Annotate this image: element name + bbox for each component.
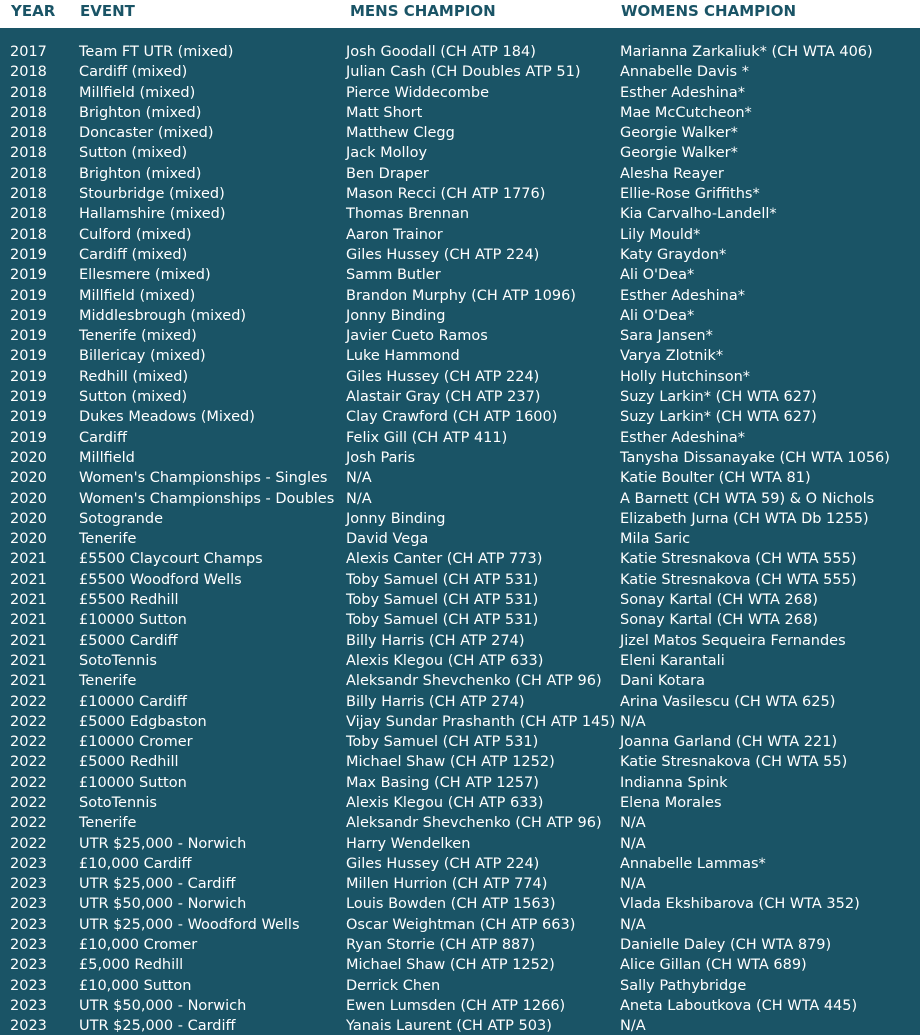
table-row — [0, 387, 920, 407]
mens-champion-cell: Louis Bowden (CH ATP 1563) — [346, 896, 556, 913]
womens-champion-cell: Suzy Larkin* (CH WTA 627) — [620, 389, 817, 406]
womens-champion-cell: N/A — [620, 1018, 646, 1035]
year-cell: 2023 — [10, 876, 47, 893]
event-cell: £5500 Claycourt Champs — [79, 551, 263, 568]
event-cell: UTR $25,000 - Woodford Wells — [79, 916, 300, 933]
mens-champion-cell: Ben Draper — [346, 165, 429, 182]
womens-champion-cell: Esther Adeshina* — [620, 84, 745, 101]
year-cell: 2019 — [10, 429, 47, 446]
year-cell: 2018 — [10, 104, 47, 121]
table-row — [0, 42, 920, 62]
event-cell: SotoTennis — [79, 652, 157, 669]
table-row — [0, 590, 920, 610]
mens-champion-cell: Aleksandr Shevchenko (CH ATP 96) — [346, 673, 602, 690]
year-cell: 2020 — [10, 470, 47, 487]
mens-champion-cell: Alexis Klegou (CH ATP 633) — [346, 652, 544, 669]
event-cell: UTR $25,000 - Cardiff — [79, 1018, 236, 1035]
year-cell: 2022 — [10, 713, 47, 730]
year-cell: 2021 — [10, 673, 47, 690]
year-cell: 2023 — [10, 977, 47, 994]
mens-champion-cell: Yanais Laurent (CH ATP 503) — [346, 1018, 552, 1035]
mens-champion-cell: Alexis Klegou (CH ATP 633) — [346, 794, 544, 811]
event-cell: UTR $50,000 - Norwich — [79, 997, 247, 1014]
womens-champion-cell: Katie Stresnakova (CH WTA 555) — [620, 551, 857, 568]
mens-champion-cell: Josh Paris — [346, 449, 416, 466]
year-cell: 2018 — [10, 84, 47, 101]
mens-champion-cell: Brandon Murphy (CH ATP 1096) — [346, 287, 576, 304]
event-cell: Redhill (mixed) — [79, 368, 189, 385]
womens-champion-cell: Danielle Daley (CH WTA 879) — [620, 937, 832, 954]
table-row — [0, 509, 920, 529]
event-cell: Millfield — [79, 449, 135, 466]
table-row — [0, 651, 920, 671]
table-row — [0, 164, 920, 184]
table-row — [0, 549, 920, 569]
mens-champion-cell: Aaron Trainor — [346, 226, 443, 243]
womens-champion-cell: N/A — [620, 713, 646, 730]
event-cell: UTR $50,000 - Norwich — [79, 896, 247, 913]
event-cell: £5,000 Redhill — [79, 957, 184, 974]
mens-champion-cell: Derrick Chen — [346, 977, 441, 994]
womens-champion-cell: Lily Mould* — [620, 226, 701, 243]
table-row — [0, 529, 920, 549]
event-cell: £10,000 Cromer — [79, 937, 198, 954]
mens-champion-cell: Michael Shaw (CH ATP 1252) — [346, 754, 555, 771]
mens-champion-cell: Toby Samuel (CH ATP 531) — [346, 571, 539, 588]
event-cell: Cardiff (mixed) — [79, 64, 188, 81]
womens-champion-cell: Sara Jansen* — [620, 328, 713, 345]
event-cell: £5000 Redhill — [79, 754, 179, 771]
table-row — [0, 610, 920, 630]
event-cell: Doncaster (mixed) — [79, 125, 214, 142]
year-cell: 2022 — [10, 835, 47, 852]
table-row — [0, 935, 920, 955]
table-row — [0, 103, 920, 123]
mens-champion-cell: Matthew Clegg — [346, 125, 455, 142]
event-cell: Tenerife (mixed) — [79, 328, 197, 345]
mens-champion-cell: Javier Cueto Ramos — [346, 328, 488, 345]
womens-champion-cell: N/A — [620, 876, 646, 893]
table-row — [0, 367, 920, 387]
mens-champion-cell: Max Basing (CH ATP 1257) — [346, 774, 539, 791]
year-cell: 2019 — [10, 246, 47, 263]
year-cell: 2018 — [10, 165, 47, 182]
table-row — [0, 976, 920, 996]
womens-champion-cell: Jizel Matos Sequeira Fernandes — [620, 632, 846, 649]
year-cell: 2021 — [10, 592, 47, 609]
event-cell: Ellesmere (mixed) — [79, 267, 211, 284]
year-cell: 2022 — [10, 774, 47, 791]
year-cell: 2022 — [10, 794, 47, 811]
womens-champion-cell: Dani Kotara — [620, 673, 705, 690]
year-cell: 2019 — [10, 409, 47, 426]
table-row — [0, 407, 920, 427]
womens-champion-cell: Sally Pathybridge — [620, 977, 747, 994]
event-cell: Sutton (mixed) — [79, 145, 188, 162]
event-cell: £10,000 Cardiff — [79, 855, 192, 872]
table-body — [0, 42, 920, 1035]
year-cell: 2019 — [10, 368, 47, 385]
womens-champion-cell: Mila Saric — [620, 531, 691, 548]
womens-champion-cell: Katie Stresnakova (CH WTA 55) — [620, 754, 848, 771]
year-cell: 2019 — [10, 287, 47, 304]
womens-champion-cell: Suzy Larkin* (CH WTA 627) — [620, 409, 817, 426]
event-cell: Middlesbrough (mixed) — [79, 307, 247, 324]
event-cell: Team FT UTR (mixed) — [79, 44, 234, 60]
table-row — [0, 346, 920, 366]
table-row — [0, 306, 920, 326]
event-cell: Women's Championships - Doubles — [79, 490, 335, 507]
year-cell: 2020 — [10, 510, 47, 527]
womens-champion-cell: Tanysha Dissanayake (CH WTA 1056) — [620, 449, 890, 466]
event-cell: Tenerife — [79, 673, 137, 690]
mens-champion-cell: Ewen Lumsden (CH ATP 1266) — [346, 997, 566, 1014]
womens-champion-cell: Sonay Kartal (CH WTA 268) — [620, 612, 818, 629]
womens-champion-cell: Sonay Kartal (CH WTA 268) — [620, 592, 818, 609]
womens-champion-cell: Kia Carvalho-Landell* — [620, 206, 777, 223]
womens-champion-cell: Esther Adeshina* — [620, 429, 745, 446]
mens-champion-cell: Jonny Binding — [346, 307, 446, 324]
table-row — [0, 83, 920, 103]
event-cell: Tenerife — [79, 815, 137, 832]
table-row — [0, 834, 920, 854]
year-cell: 2018 — [10, 125, 47, 142]
year-cell: 2023 — [10, 896, 47, 913]
year-cell: 2021 — [10, 632, 47, 649]
mens-champion-cell: Jonny Binding — [346, 510, 446, 527]
year-cell: 2018 — [10, 145, 47, 162]
event-cell: Brighton (mixed) — [79, 104, 202, 121]
womens-champion-cell: Ellie-Rose Griffiths* — [620, 186, 760, 203]
womens-champion-cell: Katy Graydon* — [620, 246, 727, 263]
mens-champion-cell: Vijay Sundar Prashanth (CH ATP 145) — [346, 713, 616, 730]
mens-champion-cell: N/A — [346, 490, 372, 507]
womens-champion-cell: Esther Adeshina* — [620, 287, 745, 304]
table-row — [0, 265, 920, 285]
womens-champion-cell: Joanna Garland (CH WTA 221) — [620, 734, 838, 751]
year-cell: 2023 — [10, 957, 47, 974]
event-cell: £5500 Woodford Wells — [79, 571, 242, 588]
year-cell: 2021 — [10, 612, 47, 629]
year-cell: 2019 — [10, 307, 47, 324]
table-header — [0, 0, 920, 28]
table-row — [0, 204, 920, 224]
table-row — [0, 813, 920, 833]
table-row — [0, 245, 920, 265]
womens-champion-cell: Georgie Walker* — [620, 125, 738, 142]
womens-champion-cell: Annabelle Lammas* — [620, 855, 766, 872]
table-row — [0, 225, 920, 245]
mens-champion-cell: Billy Harris (CH ATP 274) — [346, 693, 525, 710]
table-row — [0, 143, 920, 163]
year-cell: 2022 — [10, 734, 47, 751]
table-row — [0, 915, 920, 935]
womens-champion-cell: Marianna Zarkaliuk* (CH WTA 406) — [620, 44, 873, 60]
womens-champion-cell: N/A — [620, 835, 646, 852]
womens-champion-cell: Holly Hutchinson* — [620, 368, 751, 385]
womens-champion-cell: Georgie Walker* — [620, 145, 738, 162]
event-cell: £10000 Cromer — [79, 734, 193, 751]
womens-champion-cell: Elizabeth Jurna (CH WTA Db 1255) — [620, 510, 869, 527]
event-cell: Stourbridge (mixed) — [79, 186, 225, 203]
year-cell: 2021 — [10, 551, 47, 568]
womens-champion-cell: Mae McCutcheon* — [620, 104, 752, 121]
womens-champion-cell: A Barnett (CH WTA 59) & O Nichols — [620, 490, 875, 507]
table-row — [0, 570, 920, 590]
year-cell: 2022 — [10, 754, 47, 771]
year-cell: 2019 — [10, 348, 47, 365]
mens-champion-cell: Billy Harris (CH ATP 274) — [346, 632, 525, 649]
year-cell: 2018 — [10, 64, 47, 81]
womens-champion-cell: Indianna Spink — [620, 774, 728, 791]
event-cell: Dukes Meadows (Mixed) — [79, 409, 255, 426]
womens-champion-cell: Alesha Reayer — [620, 165, 724, 182]
year-cell: 2023 — [10, 916, 47, 933]
event-cell: UTR $25,000 - Cardiff — [79, 876, 236, 893]
event-cell: Brighton (mixed) — [79, 165, 202, 182]
mens-champion-cell: Pierce Widdecombe — [346, 84, 489, 101]
table-row — [0, 468, 920, 488]
header-event: EVENT — [80, 2, 135, 20]
year-cell: 2023 — [10, 855, 47, 872]
table-row — [0, 62, 920, 82]
table-row — [0, 448, 920, 468]
header-womens-champion: WOMENS CHAMPION — [621, 2, 797, 20]
table-row — [0, 712, 920, 732]
womens-champion-cell: Elena Morales — [620, 794, 722, 811]
womens-champion-cell: Alice Gillan (CH WTA 689) — [620, 957, 807, 974]
event-cell: Women's Championships - Singles — [79, 470, 328, 487]
table-row — [0, 631, 920, 651]
mens-champion-cell: Alastair Gray (CH ATP 237) — [346, 389, 541, 406]
mens-champion-cell: Mason Recci (CH ATP 1776) — [346, 186, 546, 203]
event-cell: Cardiff — [79, 429, 127, 446]
table-row — [0, 996, 920, 1016]
table-row — [0, 894, 920, 914]
mens-champion-cell: Toby Samuel (CH ATP 531) — [346, 612, 539, 629]
table-row — [0, 854, 920, 874]
event-cell: Tenerife — [79, 531, 137, 548]
table-row — [0, 428, 920, 448]
event-cell: SotoTennis — [79, 794, 157, 811]
event-cell: Culford (mixed) — [79, 226, 192, 243]
year-cell: 2018 — [10, 186, 47, 203]
year-cell: 2022 — [10, 815, 47, 832]
table-row — [0, 489, 920, 509]
mens-champion-cell: Jack Molloy — [346, 145, 428, 162]
womens-champion-cell: Arina Vasilescu (CH WTA 625) — [620, 693, 836, 710]
womens-champion-cell: N/A — [620, 916, 646, 933]
table-row — [0, 326, 920, 346]
header-mens-champion: MENS CHAMPION — [350, 2, 496, 20]
mens-champion-cell: Millen Hurrion (CH ATP 774) — [346, 876, 548, 893]
mens-champion-cell: Aleksandr Shevchenko (CH ATP 96) — [346, 815, 602, 832]
table-row — [0, 286, 920, 306]
womens-champion-cell: Varya Zlotnik* — [620, 348, 724, 365]
mens-champion-cell: Felix Gill (CH ATP 411) — [346, 429, 508, 446]
mens-champion-cell: Oscar Weightman (CH ATP 663) — [346, 916, 576, 933]
table-row — [0, 732, 920, 752]
year-cell: 2017 — [10, 44, 47, 60]
mens-champion-cell: Thomas Brennan — [346, 206, 470, 223]
event-cell: Cardiff (mixed) — [79, 246, 188, 263]
mens-champion-cell: Toby Samuel (CH ATP 531) — [346, 734, 539, 751]
womens-champion-cell: Katie Stresnakova (CH WTA 555) — [620, 571, 857, 588]
table-row — [0, 671, 920, 691]
womens-champion-cell: Vlada Ekshibarova (CH WTA 352) — [620, 896, 860, 913]
year-cell: 2019 — [10, 328, 47, 345]
mens-champion-cell: Harry Wendelken — [346, 835, 471, 852]
womens-champion-cell: Eleni Karantali — [620, 652, 725, 669]
year-cell: 2020 — [10, 490, 47, 507]
womens-champion-cell: Ali O'Dea* — [620, 307, 695, 324]
table-row — [0, 184, 920, 204]
mens-champion-cell: Clay Crawford (CH ATP 1600) — [346, 409, 558, 426]
mens-champion-cell: Matt Short — [346, 104, 423, 121]
table-row — [0, 955, 920, 975]
womens-champion-cell: Katie Boulter (CH WTA 81) — [620, 470, 811, 487]
mens-champion-cell: Alexis Canter (CH ATP 773) — [346, 551, 543, 568]
event-cell: £10000 Cardiff — [79, 693, 187, 710]
year-cell: 2023 — [10, 937, 47, 954]
mens-champion-cell: Luke Hammond — [346, 348, 460, 365]
year-cell: 2018 — [10, 206, 47, 223]
mens-champion-cell: Toby Samuel (CH ATP 531) — [346, 592, 539, 609]
year-cell: 2023 — [10, 997, 47, 1014]
mens-champion-cell: David Vega — [346, 531, 429, 548]
womens-champion-cell: Aneta Laboutkova (CH WTA 445) — [620, 997, 858, 1014]
mens-champion-cell: Michael Shaw (CH ATP 1252) — [346, 957, 555, 974]
event-cell: £5500 Redhill — [79, 592, 179, 609]
year-cell: 2020 — [10, 531, 47, 548]
event-cell: Sotogrande — [79, 510, 163, 527]
mens-champion-cell: Giles Hussey (CH ATP 224) — [346, 855, 540, 872]
year-cell: 2021 — [10, 571, 47, 588]
mens-champion-cell: Josh Goodall (CH ATP 184) — [346, 44, 536, 60]
event-cell: £10000 Sutton — [79, 612, 187, 629]
table-row — [0, 752, 920, 772]
mens-champion-cell: Ryan Storrie (CH ATP 887) — [346, 937, 536, 954]
mens-champion-cell: Samm Butler — [346, 267, 441, 284]
table-row — [0, 773, 920, 793]
event-cell: Millfield (mixed) — [79, 287, 196, 304]
event-cell: £10,000 Sutton — [79, 977, 192, 994]
event-cell: UTR $25,000 - Norwich — [79, 835, 247, 852]
header-year: YEAR — [11, 2, 56, 20]
event-cell: Sutton (mixed) — [79, 389, 188, 406]
event-cell: £5000 Cardiff — [79, 632, 178, 649]
womens-champion-cell: N/A — [620, 815, 646, 832]
table-row — [0, 692, 920, 712]
year-cell: 2020 — [10, 449, 47, 466]
table-row — [0, 123, 920, 143]
mens-champion-cell: Julian Cash (CH Doubles ATP 51) — [346, 64, 581, 81]
event-cell: £10000 Sutton — [79, 774, 187, 791]
table-row — [0, 1016, 920, 1035]
year-cell: 2023 — [10, 1018, 47, 1035]
womens-champion-cell: Ali O'Dea* — [620, 267, 695, 284]
table-row — [0, 793, 920, 813]
mens-champion-cell: Giles Hussey (CH ATP 224) — [346, 246, 540, 263]
event-cell: Hallamshire (mixed) — [79, 206, 226, 223]
year-cell: 2019 — [10, 267, 47, 284]
year-cell: 2018 — [10, 226, 47, 243]
year-cell: 2019 — [10, 389, 47, 406]
mens-champion-cell: N/A — [346, 470, 372, 487]
event-cell: £5000 Edgbaston — [79, 713, 207, 730]
event-cell: Billericay (mixed) — [79, 348, 206, 365]
table-row — [0, 874, 920, 894]
year-cell: 2021 — [10, 652, 47, 669]
mens-champion-cell: Giles Hussey (CH ATP 224) — [346, 368, 540, 385]
year-cell: 2022 — [10, 693, 47, 710]
event-cell: Millfield (mixed) — [79, 84, 196, 101]
womens-champion-cell: Annabelle Davis * — [620, 64, 749, 81]
